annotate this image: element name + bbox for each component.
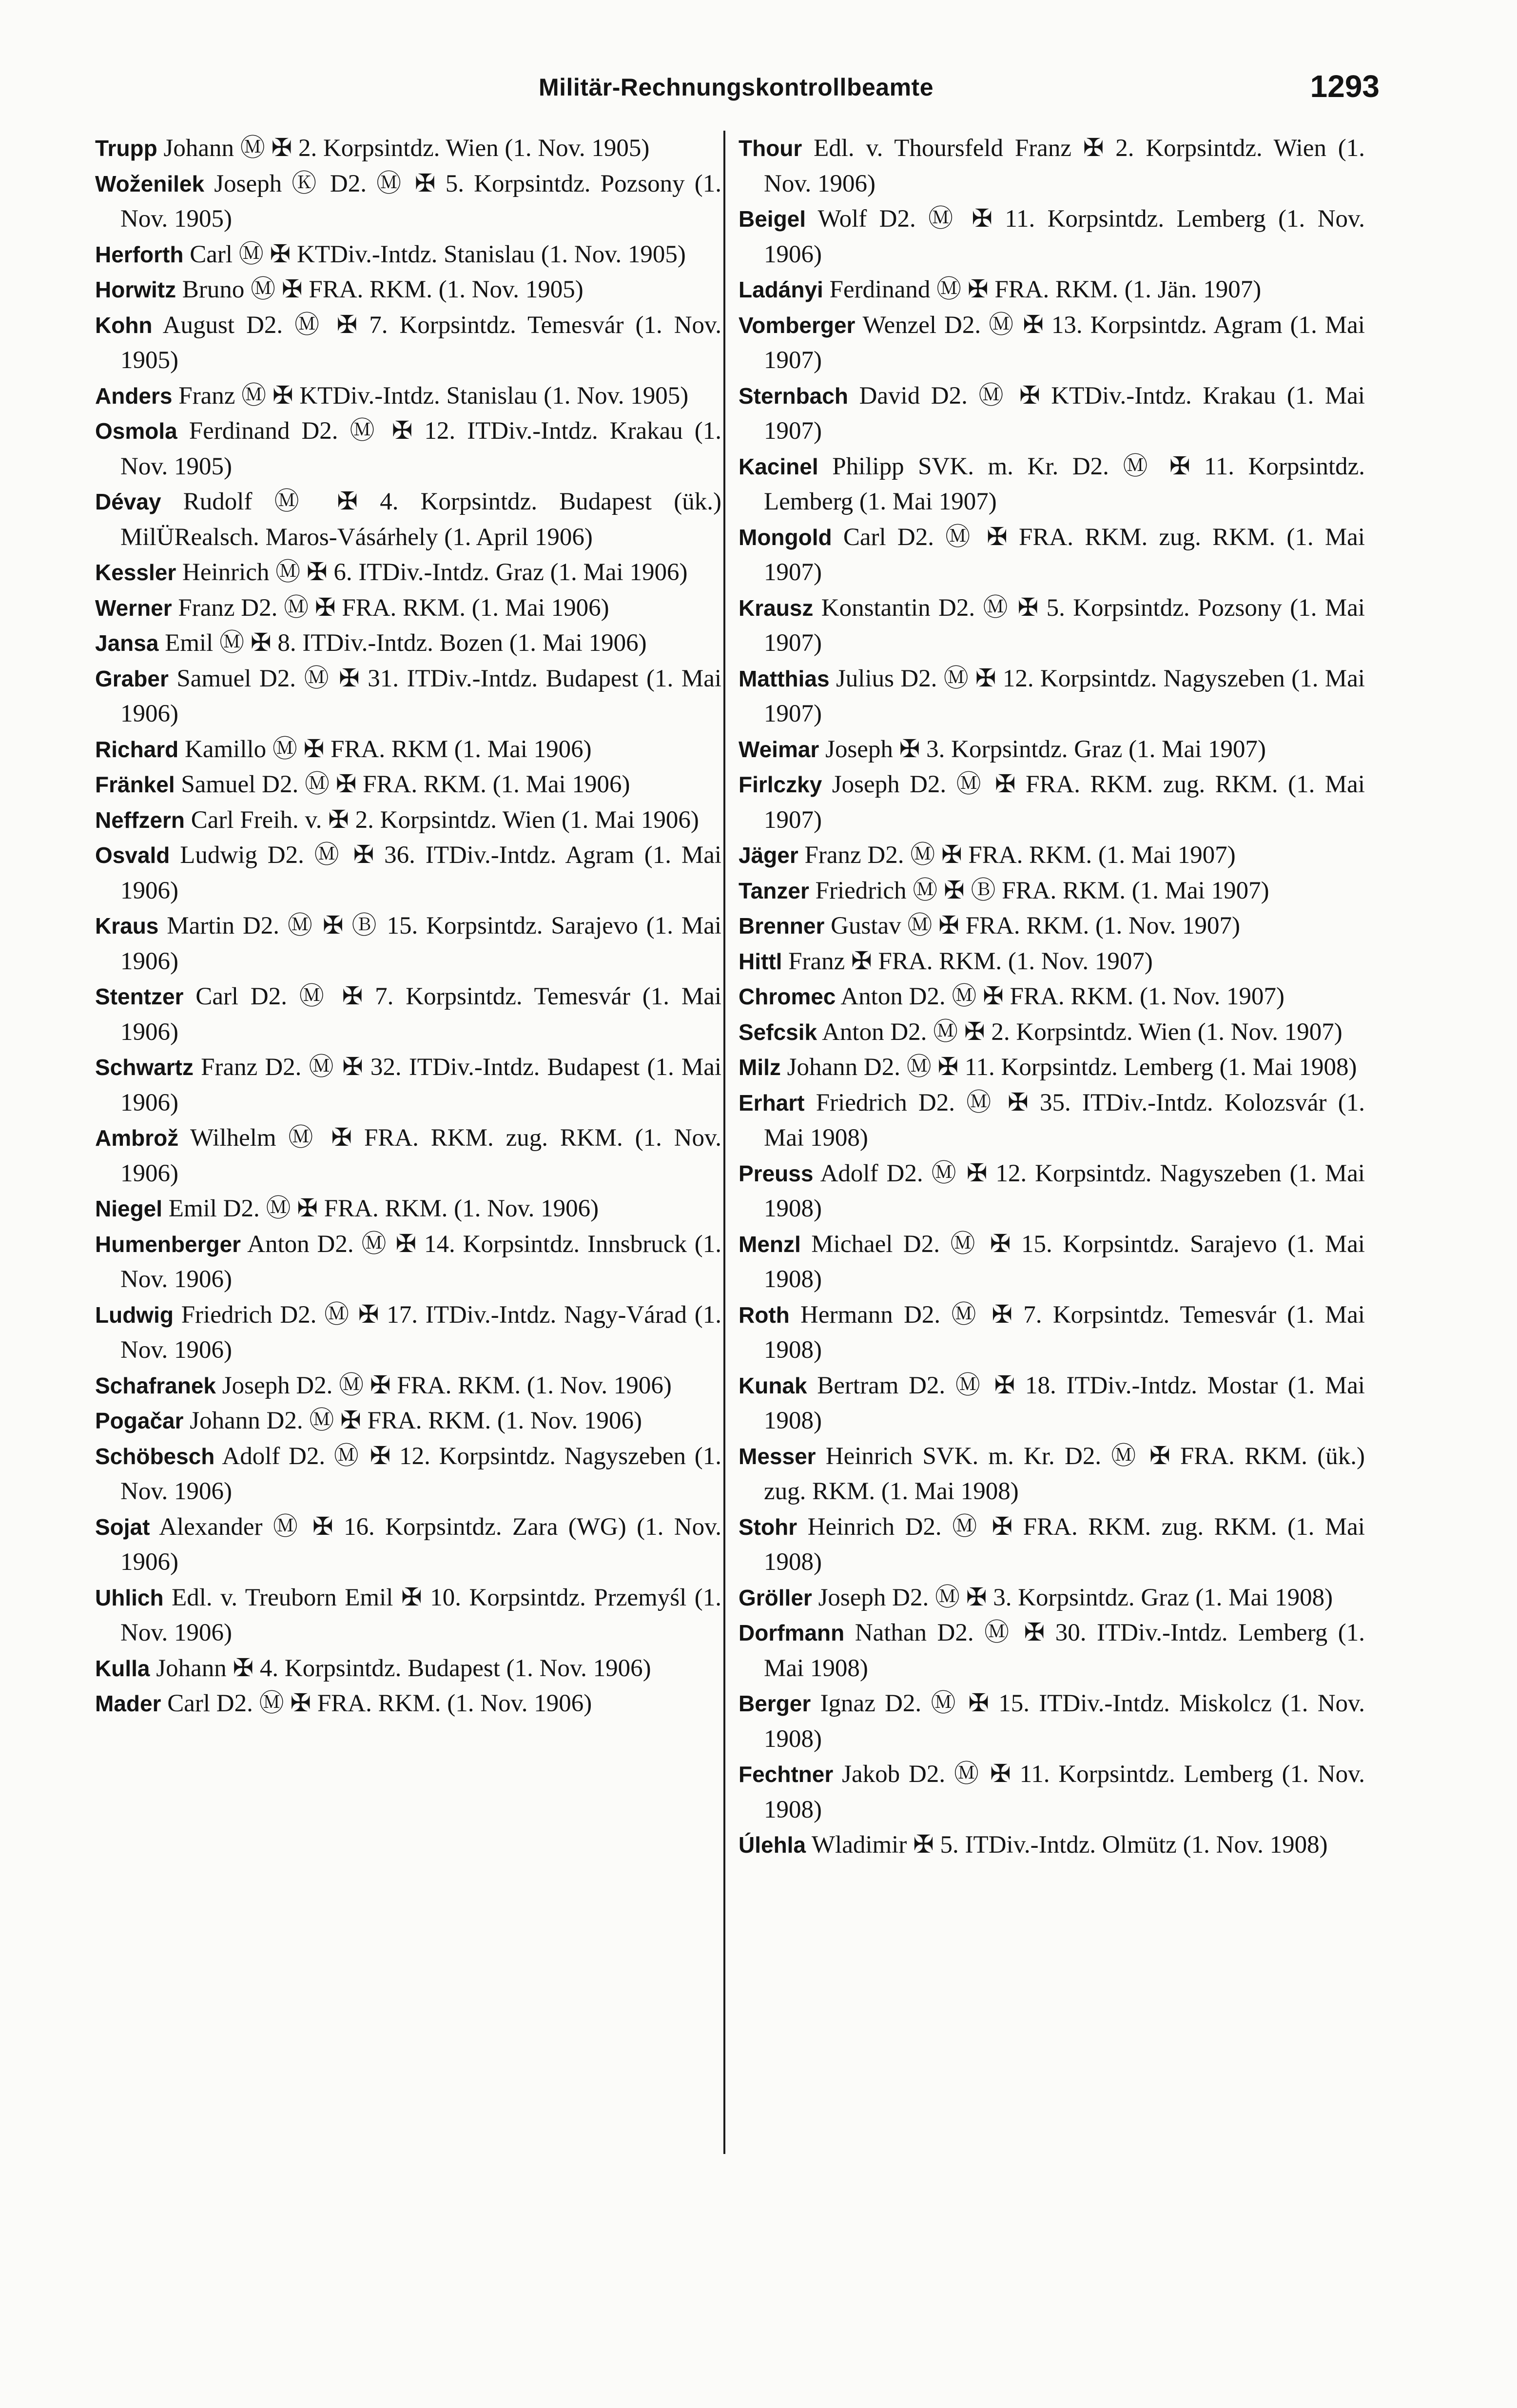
directory-entry — [95, 1580, 721, 1651]
entry-details: August D2. Ⓜ ✠ 7. Korpsintdz. Temesvár (1. Nov. 1905) — [120, 311, 721, 374]
page-header — [93, 68, 1380, 112]
directory-entry — [739, 732, 1365, 767]
directory-entry — [739, 1509, 1365, 1580]
directory-entry — [739, 1439, 1365, 1509]
entry-details: Emil D2. Ⓜ ✠ FRA. RKM. (1. Nov. 1906) — [168, 1195, 599, 1222]
entry-details: Franz D2. Ⓜ ✠ FRA. RKM. (1. Mai 1907) — [804, 842, 1236, 869]
entry-surname: Fränkel — [95, 772, 175, 797]
entry-surname: Horwitz — [95, 277, 176, 302]
entry-surname: Erhart — [739, 1090, 805, 1116]
entry-surname: Brenner — [739, 913, 825, 939]
entry-surname: Sternbach — [739, 383, 848, 409]
entry-surname: Trupp — [95, 136, 157, 161]
entry-details: Heinrich Ⓜ ✠ 6. ITDiv.-Intdz. Graz (1. Mai 1906) — [182, 559, 688, 586]
entry-surname: Milz — [739, 1055, 781, 1080]
directory-entry — [739, 131, 1365, 201]
entry-details: Edl. v. Treuborn Emil ✠ 10. Korpsintdz. Przemyśl (1. Nov. 1906) — [120, 1584, 721, 1646]
entry-details: Franz D2. Ⓜ ✠ FRA. RKM. (1. Mai 1906) — [178, 594, 609, 622]
entry-details: Ludwig D2. Ⓜ ✠ 36. ITDiv.-Intdz. Agram (1. Mai 1906) — [120, 842, 721, 904]
directory-entry — [95, 1686, 721, 1722]
entry-details: Samuel D2. Ⓜ ✠ 31. ITDiv.-Intdz. Budapest (1. Mai 1906) — [120, 665, 721, 727]
directory-entry — [739, 1297, 1365, 1368]
entry-details: Wenzel D2. Ⓜ ✠ 13. Korpsintdz. Agram (1. Mai 1907) — [764, 311, 1365, 374]
entry-details: Bertram D2. Ⓜ ✠ 18. ITDiv.-Intdz. Mostar (1. Mai 1908) — [764, 1371, 1365, 1434]
right-column — [739, 131, 1365, 2169]
entry-details: Ferdinand D2. Ⓜ ✠ 12. ITDiv.-Intdz. Krakau (1. Nov. 1905) — [120, 417, 721, 480]
entry-surname: Graber — [95, 666, 169, 691]
directory-entry — [739, 838, 1365, 873]
entry-surname: Niegel — [95, 1196, 163, 1221]
entry-surname: Messer — [739, 1443, 816, 1469]
entry-surname: Jäger — [739, 842, 798, 868]
directory-entry — [95, 1297, 721, 1368]
entry-surname: Ambrož — [95, 1125, 179, 1151]
entry-surname: Richard — [95, 736, 179, 762]
entry-details: Johann D2. Ⓜ ✠ 11. Korpsintdz. Lemberg (1. Mai 1908) — [787, 1054, 1357, 1081]
entry-surname: Hittl — [739, 948, 782, 974]
entry-surname: Werner — [95, 595, 172, 621]
directory-entry — [95, 803, 721, 838]
entry-details: Carl D2. Ⓜ ✠ 7. Korpsintdz. Temesvár (1. Mai 1906) — [120, 983, 721, 1046]
entry-details: Ferdinand Ⓜ ✠ FRA. RKM. (1. Jän. 1907) — [829, 276, 1262, 303]
directory-entry — [95, 308, 721, 378]
entry-surname: Stentzer — [95, 984, 184, 1009]
directory-entry — [95, 237, 721, 273]
entry-surname: Mongold — [739, 524, 832, 550]
entry-details: Franz Ⓜ ✠ KTDiv.-Intdz. Stanislau (1. Nov. 1905) — [178, 382, 689, 410]
entry-details: Jakob D2. Ⓜ ✠ 11. Korpsintdz. Lemberg (1. Nov. 1908) — [764, 1761, 1365, 1823]
entry-surname: Úlehla — [739, 1832, 806, 1858]
entry-details: Johann D2. Ⓜ ✠ FRA. RKM. (1. Nov. 1906) — [190, 1407, 642, 1434]
entry-details: Wolf D2. Ⓜ ✠ 11. Korpsintdz. Lemberg (1. Nov. 1906) — [764, 205, 1365, 268]
entry-details: Carl Ⓜ ✠ KTDiv.-Intdz. Stanislau (1. Nov. 1905) — [190, 240, 686, 268]
directory-entry — [739, 1015, 1365, 1050]
entry-surname: Neffzern — [95, 807, 185, 833]
directory-entry — [95, 272, 721, 308]
directory-entry — [95, 908, 721, 979]
entry-surname: Kacinel — [739, 453, 818, 479]
directory-entry — [95, 1439, 721, 1509]
entry-details: Joseph D2. Ⓜ ✠ 3. Korpsintdz. Graz (1. Mai 1908) — [818, 1584, 1333, 1611]
entry-surname: Sojat — [95, 1514, 150, 1540]
directory-entry — [739, 767, 1365, 838]
directory-entry — [739, 1156, 1365, 1227]
entry-surname: Tanzer — [739, 878, 809, 903]
entry-surname: Dévay — [95, 489, 161, 514]
directory-entry — [739, 1827, 1365, 1863]
entry-details: Emil Ⓜ ✠ 8. ITDiv.-Intdz. Bozen (1. Mai 1906) — [165, 629, 647, 657]
directory-entry — [739, 944, 1365, 979]
entry-surname: Firlczky — [739, 772, 822, 797]
entry-details: Anton D2. Ⓜ ✠ 2. Korpsintdz. Wien (1. Nov. 1907) — [822, 1018, 1342, 1046]
directory-entry — [739, 1050, 1365, 1085]
directory-entry — [95, 590, 721, 626]
entry-surname: Dorfmann — [739, 1620, 845, 1645]
entry-details: Friedrich D2. Ⓜ ✠ 17. ITDiv.-Intdz. Nagy-Várad (1. Nov. 1906) — [120, 1301, 721, 1364]
entry-details: Franz D2. Ⓜ ✠ 32. ITDiv.-Intdz. Budapest (1. Mai 1906) — [120, 1054, 721, 1116]
directory-entry — [739, 449, 1365, 520]
directory-entry — [739, 272, 1365, 308]
entry-details: Samuel D2. Ⓜ ✠ FRA. RKM. (1. Mai 1906) — [181, 771, 630, 798]
entry-surname: Fechtner — [739, 1762, 834, 1787]
entry-surname: Ludwig — [95, 1302, 174, 1328]
entry-surname: Chromec — [739, 984, 836, 1009]
running-title: Militär-Rechnungskontrollbeamte — [538, 74, 934, 101]
directory-entry — [95, 378, 721, 414]
entry-details: David D2. Ⓜ ✠ KTDiv.-Intdz. Krakau (1. Mai 1907) — [764, 382, 1365, 445]
directory-entry — [95, 838, 721, 908]
entry-details: Anton D2. Ⓜ ✠ FRA. RKM. (1. Nov. 1907) — [840, 983, 1285, 1010]
directory-entry — [95, 1368, 721, 1404]
entry-surname: Kulla — [95, 1655, 150, 1681]
directory-entry — [95, 484, 721, 555]
entry-surname: Weimar — [739, 736, 819, 762]
entry-details: Philipp SVK. m. Kr. D2. Ⓜ ✠ 11. Korpsintdz. Lemberg (1. Mai 1907) — [764, 452, 1365, 515]
entry-surname: Sefcsik — [739, 1019, 817, 1045]
entry-details: Ignaz D2. Ⓜ ✠ 15. ITDiv.-Intdz. Miskolcz (1. Nov. 1908) — [764, 1690, 1365, 1753]
directory-entry — [95, 1050, 721, 1120]
entry-surname: Kunak — [739, 1372, 807, 1398]
entry-details: Michael D2. Ⓜ ✠ 15. Korpsintdz. Sarajevo (1. Mai 1908) — [764, 1230, 1365, 1293]
entry-surname: Humenberger — [95, 1231, 241, 1257]
directory-entry — [95, 555, 721, 590]
entry-surname: Mader — [95, 1691, 161, 1716]
entry-details: Carl D2. Ⓜ ✠ FRA. RKM. (1. Nov. 1906) — [167, 1690, 592, 1717]
entry-surname: Gröller — [739, 1585, 812, 1610]
entry-details: Hermann D2. Ⓜ ✠ 7. Korpsintdz. Temesvár (1. Mai 1908) — [764, 1301, 1365, 1364]
directory-entry — [739, 873, 1365, 909]
entry-details: Franz ✠ FRA. RKM. (1. Nov. 1907) — [788, 947, 1153, 975]
entry-details: Edl. v. Thoursfeld Franz ✠ 2. Korpsintdz. Wien (1. Nov. 1906) — [764, 135, 1365, 197]
entry-details: Heinrich D2. Ⓜ ✠ FRA. RKM. zug. RKM. (1. Mai 1908) — [764, 1513, 1365, 1576]
page-number: 1293 — [1310, 69, 1380, 104]
entry-details: Gustav Ⓜ ✠ FRA. RKM. (1. Nov. 1907) — [831, 912, 1240, 940]
directory-entry — [739, 590, 1365, 661]
entry-surname: Menzl — [739, 1231, 801, 1257]
entry-surname: Kohn — [95, 312, 153, 338]
directory-entry — [95, 1120, 721, 1191]
directory-entry — [739, 979, 1365, 1015]
entry-details: Joseph D2. Ⓜ ✠ FRA. RKM. zug. RKM. (1. Mai 1907) — [764, 771, 1365, 834]
entry-details: Kamillo Ⓜ ✠ FRA. RKM (1. Mai 1906) — [185, 735, 592, 763]
entry-surname: Vomberger — [739, 312, 856, 338]
entry-details: Friedrich D2. Ⓜ ✠ 35. ITDiv.-Intdz. Kolozsvár (1. Mai 1908) — [764, 1089, 1365, 1152]
entry-details: Wladimir ✠ 5. ITDiv.-Intdz. Olmütz (1. Nov. 1908) — [811, 1831, 1328, 1859]
directory-entry — [739, 1615, 1365, 1686]
directory-entry — [95, 413, 721, 484]
directory-entry — [95, 626, 721, 661]
entry-surname: Osmola — [95, 418, 177, 444]
entry-details: Johann Ⓜ ✠ 2. Korpsintdz. Wien (1. Nov. 1905) — [163, 135, 650, 162]
entry-details: Carl D2. Ⓜ ✠ FRA. RKM. zug. RKM. (1. Mai 1907) — [764, 523, 1365, 586]
directory-entry — [95, 767, 721, 803]
entry-surname: Woženilek — [95, 171, 205, 196]
entry-surname: Preuss — [739, 1160, 814, 1186]
entry-details: Martin D2. Ⓜ ✠ Ⓑ 15. Korpsintdz. Sarajevo (1. Mai 1906) — [120, 912, 721, 975]
entry-details: Bruno Ⓜ ✠ FRA. RKM. (1. Nov. 1905) — [182, 276, 583, 303]
entry-details: Joseph D2. Ⓜ ✠ FRA. RKM. (1. Nov. 1906) — [222, 1371, 672, 1399]
entry-surname: Jansa — [95, 630, 159, 656]
entry-details: Adolf D2. Ⓜ ✠ 12. Korpsintdz. Nagyszeben (1. Nov. 1906) — [120, 1442, 721, 1505]
directory-entry — [95, 1651, 721, 1686]
entry-surname: Schöbesch — [95, 1443, 215, 1469]
entry-details: Heinrich SVK. m. Kr. D2. Ⓜ ✠ FRA. RKM. (ük.) zug. RKM. (1. Mai 1908) — [764, 1442, 1365, 1505]
entry-details: Carl Freih. v. ✠ 2. Korpsintdz. Wien (1. Mai 1906) — [191, 806, 699, 834]
directory-entry — [95, 1403, 721, 1439]
entry-details: Johann ✠ 4. Korpsintdz. Budapest (1. Nov. 1906) — [156, 1654, 651, 1682]
directory-entry — [739, 661, 1365, 732]
directory-entry — [95, 979, 721, 1050]
entry-details: Wilhelm Ⓜ ✠ FRA. RKM. zug. RKM. (1. Nov. 1906) — [120, 1124, 721, 1187]
entry-surname: Osvald — [95, 842, 170, 868]
entry-details: Joseph ✠ 3. Korpsintdz. Graz (1. Mai 1907) — [825, 735, 1266, 763]
entry-surname: Stohr — [739, 1514, 797, 1540]
entry-details: Anton D2. Ⓜ ✠ 14. Korpsintdz. Innsbruck (1. Nov. 1906) — [120, 1230, 721, 1293]
directory-entry — [739, 1757, 1365, 1827]
entry-details: Rudolf Ⓜ ✠ 4. Korpsintdz. Budapest (ük.) MilÜRealsch. Maros-Vásárhely (1. April 1906) — [120, 488, 721, 551]
directory-entry — [95, 661, 721, 732]
entry-surname: Ladányi — [739, 277, 823, 302]
entry-surname: Schwartz — [95, 1055, 194, 1080]
left-column — [95, 131, 721, 2169]
column-divider — [723, 131, 725, 2154]
entry-surname: Berger — [739, 1691, 811, 1716]
directory-entry — [95, 1227, 721, 1297]
entry-surname: Anders — [95, 383, 173, 409]
directory-entry — [739, 308, 1365, 378]
entry-surname: Kessler — [95, 560, 176, 585]
entry-surname: Pogačar — [95, 1408, 184, 1433]
directory-entry — [95, 1191, 721, 1227]
directory-entry — [739, 1686, 1365, 1757]
directory-entry — [95, 732, 721, 767]
entry-details: Alexander Ⓜ ✠ 16. Korpsintdz. Zara (WG) (1. Nov. 1906) — [120, 1513, 721, 1576]
entry-details: Joseph Ⓚ D2. Ⓜ ✠ 5. Korpsintdz. Pozsony (1. Nov. 1905) — [120, 170, 721, 233]
entry-details: Nathan D2. Ⓜ ✠ 30. ITDiv.-Intdz. Lemberg (1. Mai 1908) — [764, 1619, 1365, 1682]
entry-surname: Herforth — [95, 241, 184, 267]
directory-entry — [95, 1509, 721, 1580]
entry-details: Friedrich Ⓜ ✠ Ⓑ FRA. RKM. (1. Mai 1907) — [815, 877, 1269, 904]
entry-surname: Krausz — [739, 595, 814, 621]
entry-surname: Uhlich — [95, 1585, 164, 1610]
directory-entry — [739, 201, 1365, 272]
directory-entry — [739, 1085, 1365, 1156]
entry-details: Konstantin D2. Ⓜ ✠ 5. Korpsintdz. Pozsony (1. Mai 1907) — [764, 594, 1365, 657]
directory-entry — [95, 131, 721, 166]
directory-entry — [739, 1580, 1365, 1616]
entry-surname: Roth — [739, 1302, 790, 1328]
entry-surname: Kraus — [95, 913, 159, 939]
directory-entry — [739, 908, 1365, 944]
entry-surname: Beigel — [739, 206, 806, 232]
directory-entry — [739, 520, 1365, 590]
entry-surname: Thour — [739, 136, 802, 161]
directory-entry — [739, 1368, 1365, 1439]
entry-details: Adolf D2. Ⓜ ✠ 12. Korpsintdz. Nagyszeben (1. Mai 1908) — [764, 1159, 1365, 1222]
directory-entry — [739, 378, 1365, 449]
entry-details: Julius D2. Ⓜ ✠ 12. Korpsintdz. Nagyszeben (1. Mai 1907) — [764, 665, 1365, 727]
entry-surname: Schafranek — [95, 1372, 216, 1398]
entry-surname: Matthias — [739, 666, 830, 691]
directory-entry — [739, 1227, 1365, 1297]
directory-entry — [95, 166, 721, 237]
